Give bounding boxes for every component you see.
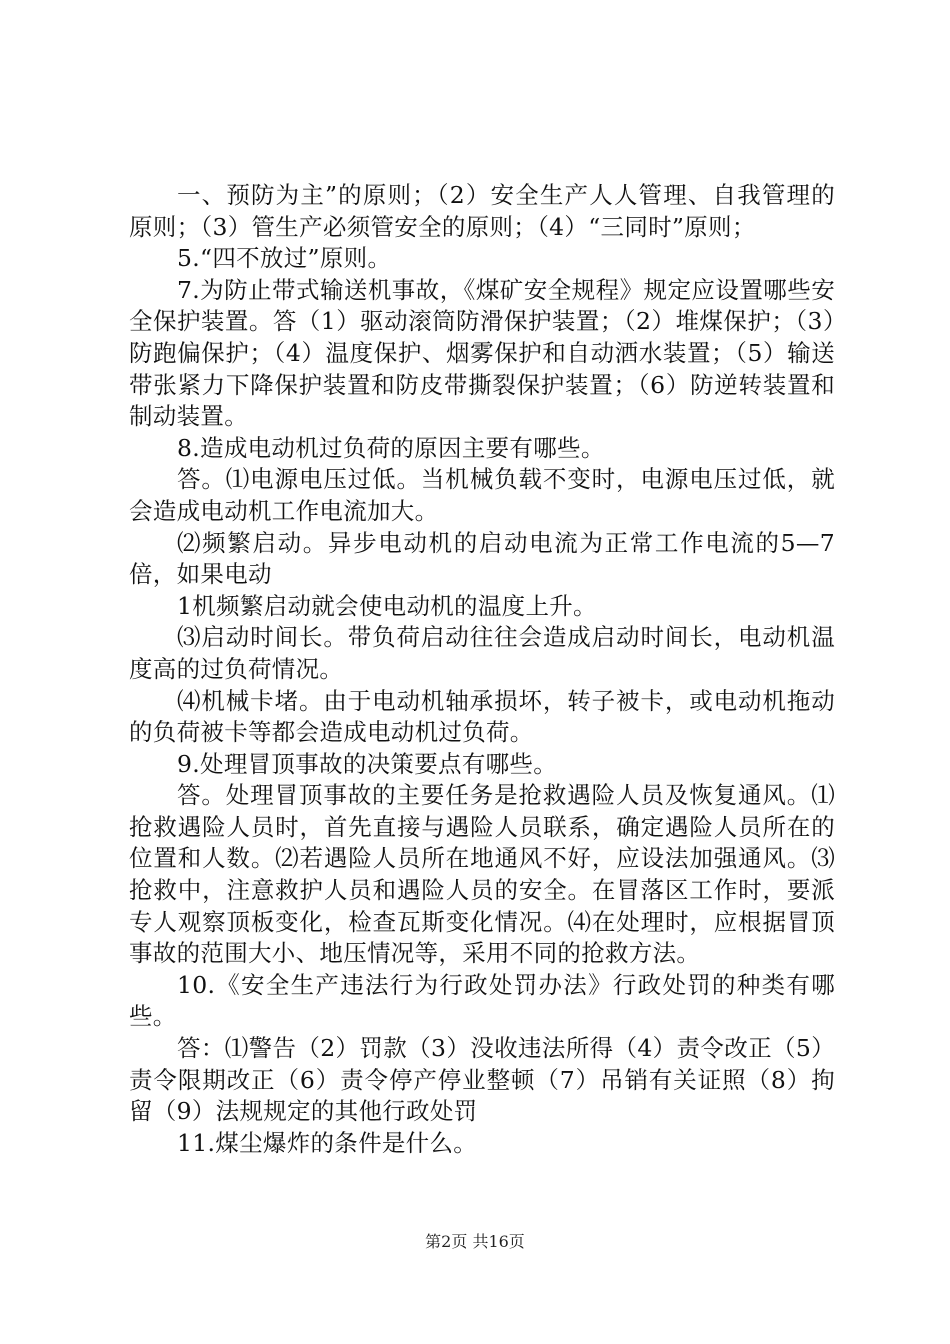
document-body bbox=[129, 180, 835, 1159]
paragraph-q8-answer-3: ⑶启动时间长。带负荷启动往往会造成启动时间长，电动机温度高的过负荷情况。 bbox=[129, 623, 835, 683]
paragraph-q7-conveyor: 7.为防止带式输送机事故，《煤矿安全规程》规定应设置哪些安全保护装置。答（1）驱动滚筒防滑保护装置；（2）堆煤保护；（3）防跑偏保护；（4）温度保护、烟雾保护和自动洒水装置；（5）输送带张紧力下降保护装置和防皮带撕裂保护装置；（6）防逆转装置和制动装置。 bbox=[129, 275, 835, 431]
paragraph-four-nots: 5.“四不放过”原则。 bbox=[177, 244, 392, 273]
paragraph-q8-question: 8.造成电动机过负荷的原因主要有哪些。 bbox=[177, 433, 605, 462]
paragraph-q9-answer: 答。处理冒顶事故的主要任务是抢救遇险人员及恢复通风。⑴抢救遇险人员时，首先直接与遇险人员联系，确定遇险人员所在的位置和人数。⑵若遇险人员所在地通风不好，应设法加强通风。⑶抢救中，注意救护人员和遇险人员的安全。在冒落区工作时，要派专人观察顶板变化，检查瓦斯变化情况。⑷在处理时，应根据冒顶事故的范围大小、地压情况等，采用不同的抢救方法。 bbox=[129, 781, 835, 968]
paragraph-q8-answer-4: ⑷机械卡堵。由于电动机轴承损坏，转子被卡，或电动机拖动的负荷被卡等都会造成电动机过负荷。 bbox=[129, 686, 835, 747]
paragraph-q9-question: 9.处理冒顶事故的决策要点有哪些。 bbox=[177, 749, 558, 778]
paragraph-q8-answer-1: 答。⑴电源电压过低。当机械负载不变时，电源电压过低，就会造成电动机工作电流加大。 bbox=[129, 465, 835, 525]
page-number-label: 第2页 共16页 bbox=[425, 1232, 525, 1251]
paragraph-q11-question: 11.煤尘爆炸的条件是什么。 bbox=[177, 1128, 478, 1157]
paragraph-q8-answer-2-cont: 1机频繁启动就会使电动机的温度上升。 bbox=[177, 591, 597, 620]
paragraph-q10-answer: 答：⑴警告（2）罚款（3）没收违法所得（4）责令改正（5）责令限期改正（6）责令停产停业整顿（7）吊销有关证照（8）拘留（9）法规规定的其他行政处罚 bbox=[129, 1034, 835, 1126]
paragraph-q8-answer-2: ⑵频繁启动。异步电动机的启动电流为正常工作电流的5—7倍，如果电动 bbox=[129, 528, 835, 589]
paragraph-q10-question: 10.《安全生产违法行为行政处罚办法》行政处罚的种类有哪些。 bbox=[129, 970, 835, 1031]
page-footer bbox=[0, 1232, 950, 1252]
paragraph-principles: 一、预防为主”的原则；（2）安全生产人人管理、自我管理的原则；（3）管生产必须管安全的原则；（4）“三同时”原则； bbox=[129, 181, 835, 241]
